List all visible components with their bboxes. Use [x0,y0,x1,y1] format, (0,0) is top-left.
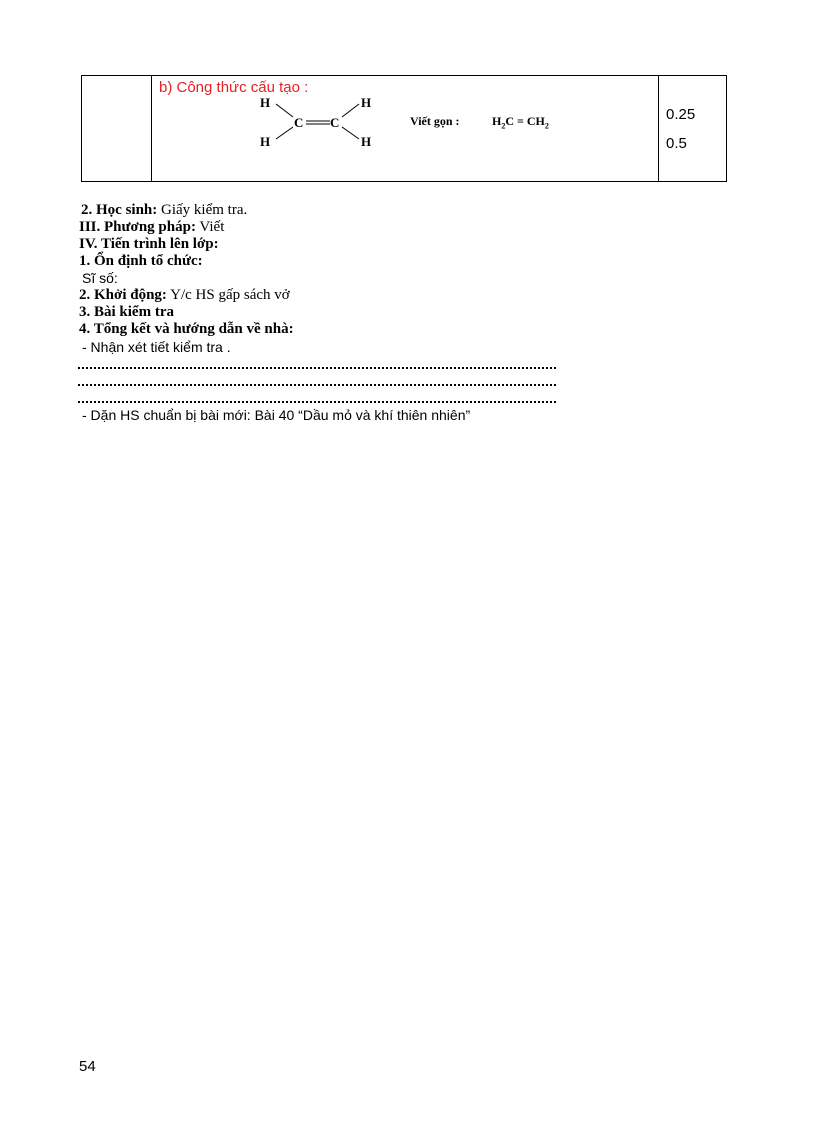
score-value: 0.5 [666,135,687,152]
atom-c: C [330,115,340,130]
text-line: 3. Bài kiểm tra [79,304,174,320]
text-line: Sĩ số: [82,270,118,286]
atom-c: C [294,115,304,130]
text-line: 1. Ổn định tổ chức: [79,253,203,269]
ethylene-formula: $H_2C = CH_2$ [492,114,549,131]
structure-heading: b) Công thức cấu tạo : [159,79,309,96]
atom-h: H [260,95,271,110]
dotted-line [78,384,556,386]
text-line: 2. Khởi động: Y/c HS gấp sách vở [79,287,290,303]
atom-h: H [361,95,372,110]
text-line: 4. Tổng kết và hướng dẫn về nhà: [79,321,294,337]
text-line: IV. Tiến trình lên lớp: [79,236,219,252]
bond-lines [0,0,816,200]
text-line: III. Phương pháp: Viết [79,219,225,235]
dotted-line [78,401,556,403]
text-line: 2. Học sinh: Giấy kiểm tra. [81,202,248,218]
text-line: - Nhận xét tiết kiểm tra . [82,339,231,355]
text-line: - Dặn HS chuẩn bị bài mới: Bài 40 “Dầu mỏ và khí thiên nhiên” [82,407,471,423]
page-number: 54 [79,1058,96,1075]
score-value: 0.25 [666,106,696,123]
atom-h: H [361,134,372,149]
atom-h: H [260,134,271,149]
short-form-label: Viết gọn : [410,114,460,128]
dotted-line [78,367,556,369]
